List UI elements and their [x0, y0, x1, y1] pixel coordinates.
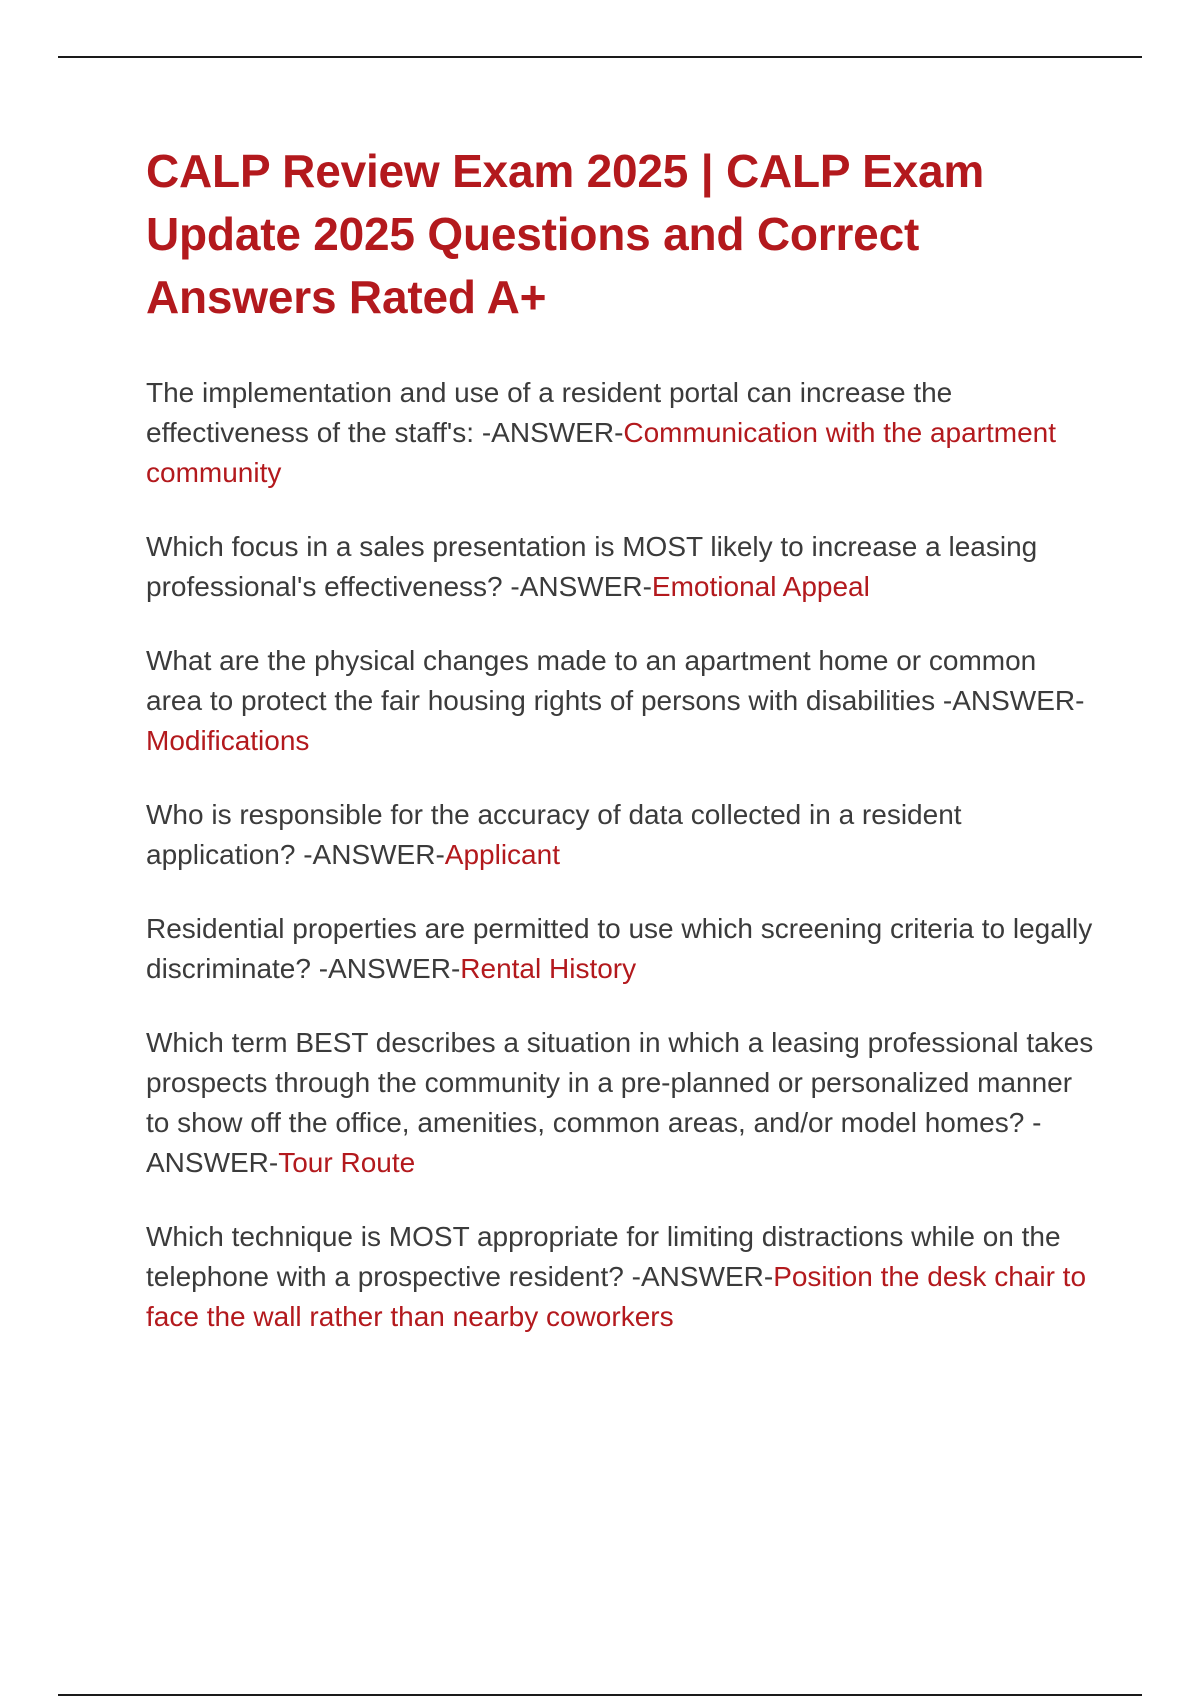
- qa-item: [146, 1217, 1096, 1337]
- answer-separator: -ANSWER-: [146, 1107, 1042, 1178]
- answer-text: Tour Route: [278, 1147, 416, 1178]
- answer-separator: -ANSWER-: [623, 1261, 774, 1292]
- answer-text: Modifications: [146, 725, 310, 756]
- answer-separator: -ANSWER-: [474, 417, 624, 448]
- answer-text: Position the desk chair to face the wall rather than nearby coworkers: [146, 1261, 1087, 1332]
- qa-item: [146, 795, 1096, 875]
- answer-separator: -ANSWER-: [310, 953, 461, 984]
- question-text: Who is responsible for the accuracy of data collected in a resident application?: [146, 799, 962, 870]
- question-text: Which focus in a sales presentation is MOST likely to increase a leasing professional's effectiveness?: [146, 531, 1038, 602]
- answer-text: Applicant: [444, 839, 560, 870]
- qa-item: [146, 527, 1096, 607]
- answer-separator: -ANSWER-: [295, 839, 445, 870]
- answer-text: Emotional Appeal: [651, 571, 870, 602]
- qa-list: [146, 373, 1096, 1337]
- qa-item: [146, 373, 1096, 493]
- answer-text: Communication with the apartment community: [146, 417, 1057, 488]
- answer-separator: -ANSWER-: [935, 685, 1085, 716]
- qa-item: [146, 641, 1096, 761]
- top-divider: [58, 56, 1142, 58]
- question-text: Which technique is MOST appropriate for limiting distractions while on the telephone with a prospective resident?: [146, 1221, 1061, 1292]
- question-text: What are the physical changes made to an apartment home or common area to protect the fair housing rights of persons with disabilities: [146, 645, 1037, 716]
- qa-item: [146, 1023, 1096, 1183]
- answer-separator: -ANSWER-: [502, 571, 652, 602]
- question-text: Which term BEST describes a situation in which a leasing professional takes prospects through the community in a pre-planned or personalized manner to show off the office, amenities, common areas, and/or model homes?: [146, 1027, 1094, 1138]
- question-text: The implementation and use of a resident portal can increase the effectiveness of the staff's:: [146, 377, 953, 448]
- question-text: Residential properties are permitted to use which screening criteria to legally discriminate?: [146, 913, 1093, 984]
- document-body: [146, 140, 1096, 1371]
- answer-text: Rental History: [460, 953, 637, 984]
- qa-item: [146, 909, 1096, 989]
- bottom-divider: [58, 1694, 1142, 1696]
- document-title: CALP Review Exam 2025 | CALP Exam Update 2025 Questions and Correct Answers Rated A+: [146, 145, 985, 323]
